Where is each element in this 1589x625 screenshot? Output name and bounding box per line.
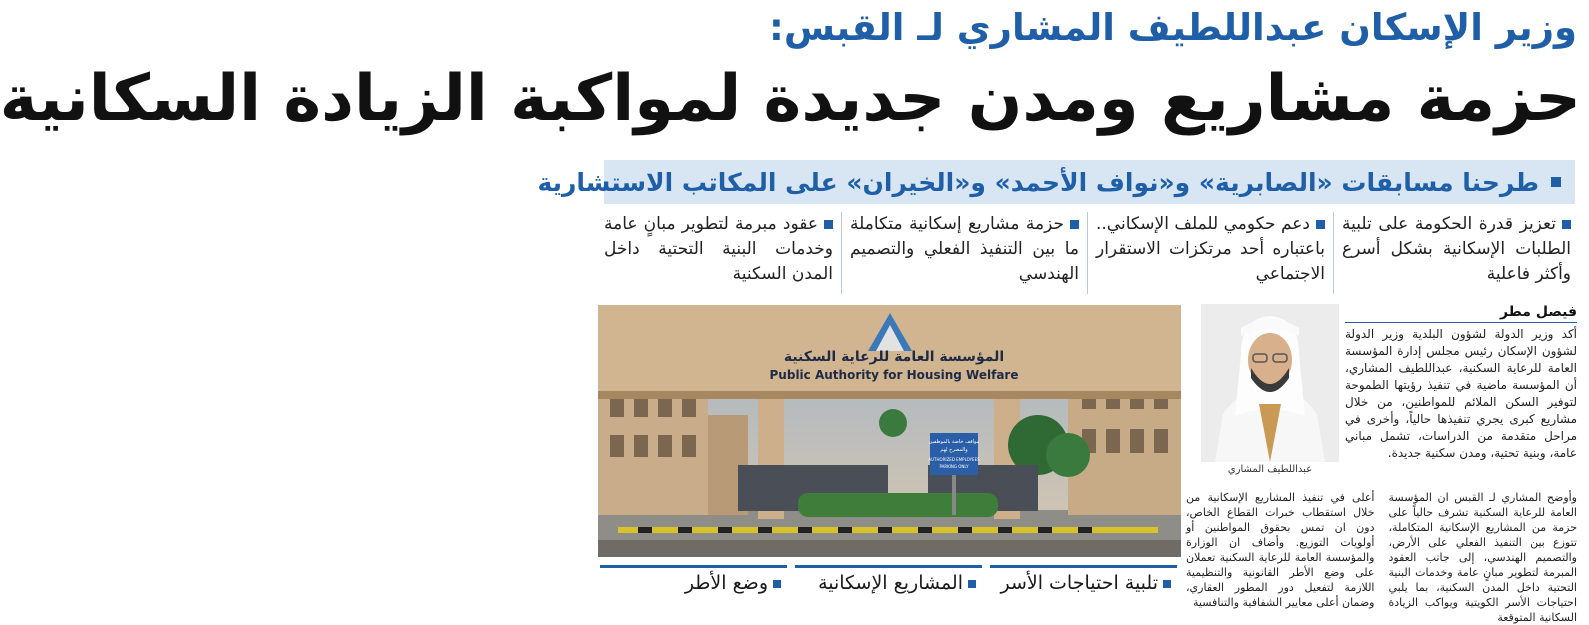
bullet-square-icon [1163, 580, 1171, 588]
body-column-right: وأوضح المشاري لـ القبس ان المؤسسة العامة للرعاية السكنية تشرف حالياً على حزمة من المشاريع الإسكانية المتكاملة، تتوزع بين التنفيذ الفعلي على الأرض، والتصميم الهندسي، إلى جانب العقود المبرمة لتطوير مبانٍ عامة وخدمات البنية التحتية داخل المدن السكنية، بما يلبي احتياجات الأسر الكويتية ويواكب الزيادة السكانية المتوقعة [1388, 491, 1577, 624]
byline: فيصل مطر [1345, 304, 1577, 323]
parking-sign-line2: والمصرح لهم [940, 447, 968, 453]
footer-item-text: وضع الأطر [684, 572, 768, 594]
bullet-square-icon [1551, 177, 1561, 187]
bullet-row [596, 212, 1579, 294]
portrait-photo [1201, 304, 1339, 462]
footer-item-text: المشاريع الإسكانية [818, 572, 963, 594]
footer-item [795, 565, 982, 595]
subheadline: طرحنا مسابقات «الصابرية» و«نواف الأحمد» و«الخيران» على المكاتب الاستشارية [537, 167, 1539, 197]
bullet-text: عقود مبرمة لتطوير مبانٍ عامة وخدمات البنية التحتية داخل المدن السكنية [604, 214, 833, 284]
bullet-item [1087, 212, 1333, 294]
body-columns [1186, 490, 1577, 624]
bullet-item [841, 212, 1087, 294]
bullet-item [596, 212, 841, 294]
parking-sign-line3: AUTHORIZED EMPLOYEES [928, 457, 980, 462]
bullet-text: حزمة مشاريع إسكانية متكاملة ما بين التنفيذ الفعلي والتصميم الهندسي [850, 214, 1079, 284]
footer-bullets [596, 565, 1181, 595]
subheadline-bar [537, 160, 1575, 204]
footer-item [600, 565, 787, 595]
portrait-caption: عبداللطيف المشاري [1227, 464, 1313, 475]
bullet-text: تعزيز قدرة الحكومة على تلبية الطلبات الإسكانية بشكل أسرع وأكثر فاعلية [1342, 214, 1571, 284]
kicker: وزير الإسكان عبداللطيف المشاري لـ القبس: [769, 6, 1577, 49]
footer-item [990, 565, 1177, 595]
parking-sign-line4: PARKING ONLY [939, 464, 969, 469]
headline: حزمة مشاريع ومدن جديدة لمواكبة الزيادة السكانية [0, 62, 1581, 136]
sign-english-text: Public Authority for Housing Welfare [769, 368, 1019, 382]
bullet-text: دعم حكومي للملف الإسكاني.. باعتباره أحد مرتكزات الاستقرار الاجتماعي [1096, 214, 1325, 284]
bullet-square-icon [1316, 220, 1325, 229]
building-photo [598, 305, 1181, 557]
parking-sign-line1: مواقف خاصة بالموظفين [928, 439, 980, 445]
footer-item-text: تلبية احتياجات الأسر [1000, 572, 1158, 594]
body-intro: أكد وزير الدولة لشؤون البلدية وزير الدولة لشؤون الإسكان رئيس مجلس إدارة المؤسسة العامة للرعاية السكنية، عبداللطيف المشاري، أن المؤسسة ماضية في تنفيذ رؤيتها الطموحة لتوفير السكن الملائم للمواطنين، من خلال مشاريع كبرى يجري تنفيذها حالياً، وأخرى في مراحل متقدمة من الدراسات، تشمل مباني عامة، وبنية تحتية، ومدن سكنية جديدة. [1345, 327, 1577, 460]
sign-arabic-text: المؤسسة العامة للرعاية السكنية [783, 349, 1005, 365]
bullet-square-icon [1070, 220, 1079, 229]
bullet-square-icon [968, 580, 976, 588]
bullet-square-icon [773, 580, 781, 588]
bullet-square-icon [824, 220, 833, 229]
body-column-left: أعلى في تنفيذ المشاريع الإسكانية من خلال استقطاب خبرات القطاع الخاص، دون ان تمس بحقوق المواطنين أو أولويات التوزيع. وأضاف ان الوزارة والمؤسسة العامة للرعاية السكنية تعملان على وضع الأطر القانونية والتنظيمية اللازمة لتفعيل دور المطور العقاري، وضمان أعلى معايير الشفافية والتنافسية [1186, 491, 1375, 609]
bullet-square-icon [1562, 220, 1571, 229]
bullet-item [1333, 212, 1579, 294]
